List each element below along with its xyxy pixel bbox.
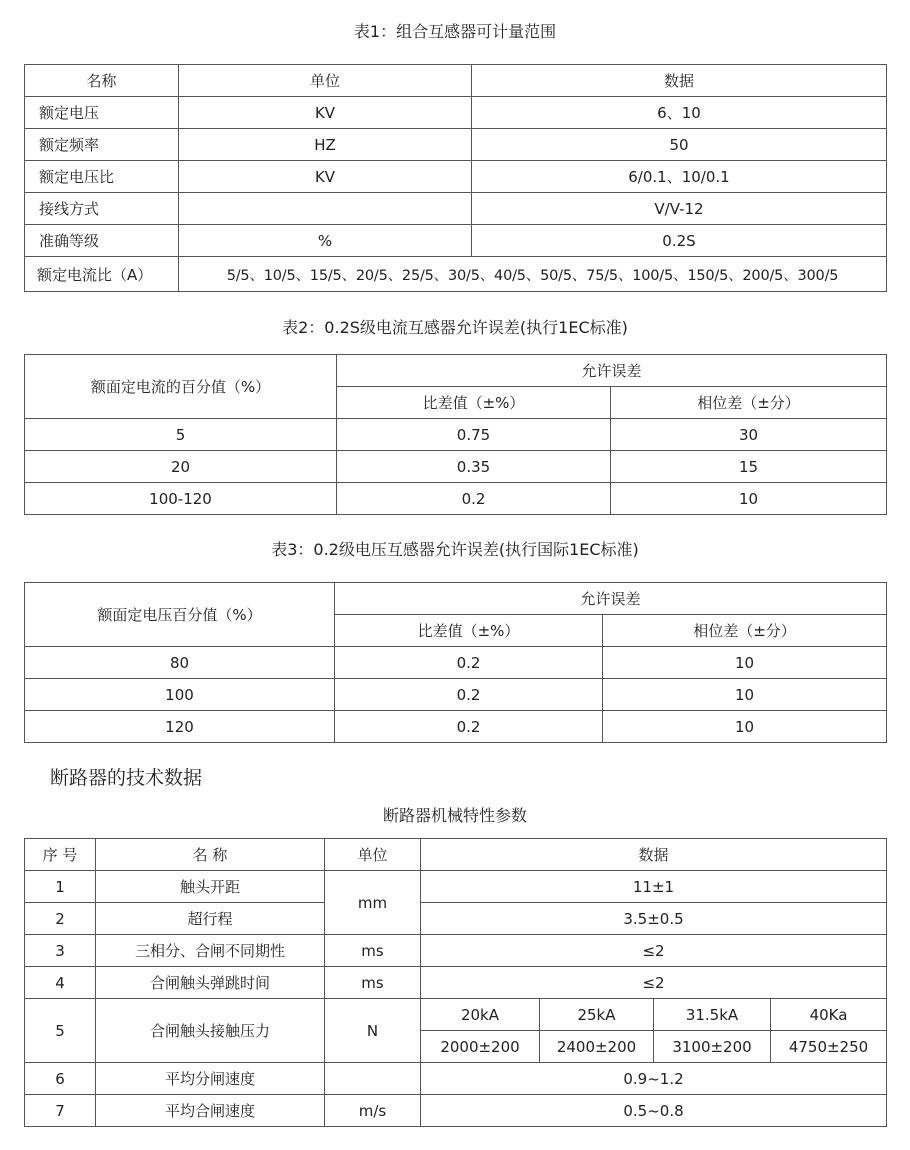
table-row [25, 483, 887, 515]
table3-header-ratio-error: 比差值（±%） [335, 615, 603, 647]
table3-cell: 100 [25, 679, 335, 711]
table2-header-ratio-error: 比差值（±%） [337, 387, 611, 419]
table1-header-row [25, 65, 887, 97]
table4-cell-unit: ms [325, 935, 421, 967]
table4-cell-rating: 31.5kA [654, 999, 771, 1031]
table1-cell: % [179, 225, 472, 257]
table4-header-row [25, 839, 887, 871]
table2-cell: 5 [25, 419, 337, 451]
table4-cell-value: ≤2 [421, 967, 887, 999]
table4-cell-unit: N [325, 999, 421, 1063]
table-row [25, 903, 887, 935]
table3-cell: 80 [25, 647, 335, 679]
table1-cell: 6、10 [472, 97, 887, 129]
table4-cell-unit: mm [325, 871, 421, 935]
table-row [25, 419, 887, 451]
table3-cell: 0.2 [335, 711, 603, 743]
table4-cell-rating: 25kA [540, 999, 654, 1031]
table1-cell: 接线方式 [25, 193, 179, 225]
table4-cell-name: 触头开距 [96, 871, 325, 903]
table3-header-allowed-error: 允许误差 [335, 583, 887, 615]
table-row [25, 1095, 887, 1127]
table2-header-phase-error: 相位差（±分） [611, 387, 887, 419]
table3-header-row [25, 583, 887, 615]
table1-cell: V/V-12 [472, 193, 887, 225]
table-row [25, 935, 887, 967]
table4-cell-name: 超行程 [96, 903, 325, 935]
table3 [24, 582, 887, 743]
table4-cell-rating: 20kA [421, 999, 540, 1031]
table-row [25, 451, 887, 483]
table1-header-unit: 单位 [179, 65, 472, 97]
table4-cell-no: 6 [25, 1063, 96, 1095]
table-row [25, 999, 887, 1031]
table2-cell: 100-120 [25, 483, 337, 515]
table1-cell: 额定频率 [25, 129, 179, 161]
table4-cell-pressure: 4750±250 [771, 1031, 887, 1063]
table-row [25, 129, 887, 161]
section-heading: 断路器的技术数据 [50, 767, 203, 789]
table2-cell: 20 [25, 451, 337, 483]
table1-caption: 表1：组合互感器可计量范围 [353, 22, 557, 41]
table2-cell: 30 [611, 419, 887, 451]
table4-cell-no: 7 [25, 1095, 96, 1127]
table1-cell: 6/0.1、10/0.1 [472, 161, 887, 193]
table2-header-allowed-error: 允许误差 [337, 355, 887, 387]
table4-cell-value: 0.9~1.2 [421, 1063, 887, 1095]
table4-cell-pressure: 2400±200 [540, 1031, 654, 1063]
table4-header-data: 数据 [421, 839, 887, 871]
table-row [25, 97, 887, 129]
table2-header-row [25, 355, 887, 387]
table4-cell-unit: ms [325, 967, 421, 999]
table-row [25, 1063, 887, 1095]
table2-cell: 15 [611, 451, 887, 483]
table4-cell-pressure: 2000±200 [421, 1031, 540, 1063]
table-row [25, 193, 887, 225]
table2-header-percent: 额面定电流的百分值（%） [25, 355, 337, 419]
table-row [25, 679, 887, 711]
table3-cell: 120 [25, 711, 335, 743]
table1-cell: HZ [179, 129, 472, 161]
table4-cell-no: 3 [25, 935, 96, 967]
table4-cell-no: 4 [25, 967, 96, 999]
table1-cell: 额定电压比 [25, 161, 179, 193]
table2-cell: 0.2 [337, 483, 611, 515]
table-row [25, 225, 887, 257]
table4-caption: 断路器机械特性参数 [382, 806, 527, 825]
table1-cell: KV [179, 161, 472, 193]
table4-cell-value: ≤2 [421, 935, 887, 967]
table-row [25, 161, 887, 193]
table4 [24, 838, 887, 1127]
table4-cell-pressure: 3100±200 [654, 1031, 771, 1063]
table-row [25, 871, 887, 903]
table4-cell-name: 平均合闸速度 [96, 1095, 325, 1127]
table2 [24, 354, 887, 515]
table1-header-name: 名称 [25, 65, 179, 97]
table3-cell: 10 [603, 647, 887, 679]
table1-cell: 准确等级 [25, 225, 179, 257]
table4-cell-no: 2 [25, 903, 96, 935]
table4-cell-name: 合闸触头接触压力 [96, 999, 325, 1063]
table4-cell-no: 5 [25, 999, 96, 1063]
table4-cell-unit [325, 1063, 421, 1095]
table4-cell-unit: m/s [325, 1095, 421, 1127]
table1-cell: 0.2S [472, 225, 887, 257]
table2-caption: 表2：0.2S级电流互感器允许误差(执行1EC标准) [282, 318, 628, 337]
table1-cell-current-ratios: 5/5、10/5、15/5、20/5、25/5、30/5、40/5、50/5、75/5、100/5、150/5、200/5、300/5 [179, 257, 887, 292]
table-row [25, 647, 887, 679]
table1-cell [179, 193, 472, 225]
table1 [24, 64, 887, 292]
table3-caption: 表3：0.2级电压互感器允许误差(执行国际1EC标准) [271, 540, 639, 559]
table3-cell: 10 [603, 711, 887, 743]
table1-cell: KV [179, 97, 472, 129]
table1-cell: 50 [472, 129, 887, 161]
table3-header-percent: 额面定电压百分值（%） [25, 583, 335, 647]
table2-cell: 0.75 [337, 419, 611, 451]
table3-cell: 10 [603, 679, 887, 711]
table4-cell-rating: 40Ka [771, 999, 887, 1031]
table4-header-unit: 单位 [325, 839, 421, 871]
table4-cell-name: 合闸触头弹跳时间 [96, 967, 325, 999]
table-row [25, 711, 887, 743]
table1-cell: 额定电流比（A） [25, 257, 179, 292]
table4-cell-value: 0.5~0.8 [421, 1095, 887, 1127]
table3-cell: 0.2 [335, 679, 603, 711]
table2-cell: 0.35 [337, 451, 611, 483]
table4-cell-value: 11±1 [421, 871, 887, 903]
table3-header-phase-error: 相位差（±分） [603, 615, 887, 647]
table-row [25, 257, 887, 292]
table4-cell-name: 三相分、合闸不同期性 [96, 935, 325, 967]
table4-header-name: 名 称 [96, 839, 325, 871]
table3-cell: 0.2 [335, 647, 603, 679]
table1-header-data: 数据 [472, 65, 887, 97]
table4-cell-no: 1 [25, 871, 96, 903]
table2-cell: 10 [611, 483, 887, 515]
table-row [25, 967, 887, 999]
table4-cell-value: 3.5±0.5 [421, 903, 887, 935]
table4-header-no: 序 号 [25, 839, 96, 871]
table1-cell: 额定电压 [25, 97, 179, 129]
table4-cell-name: 平均分闸速度 [96, 1063, 325, 1095]
